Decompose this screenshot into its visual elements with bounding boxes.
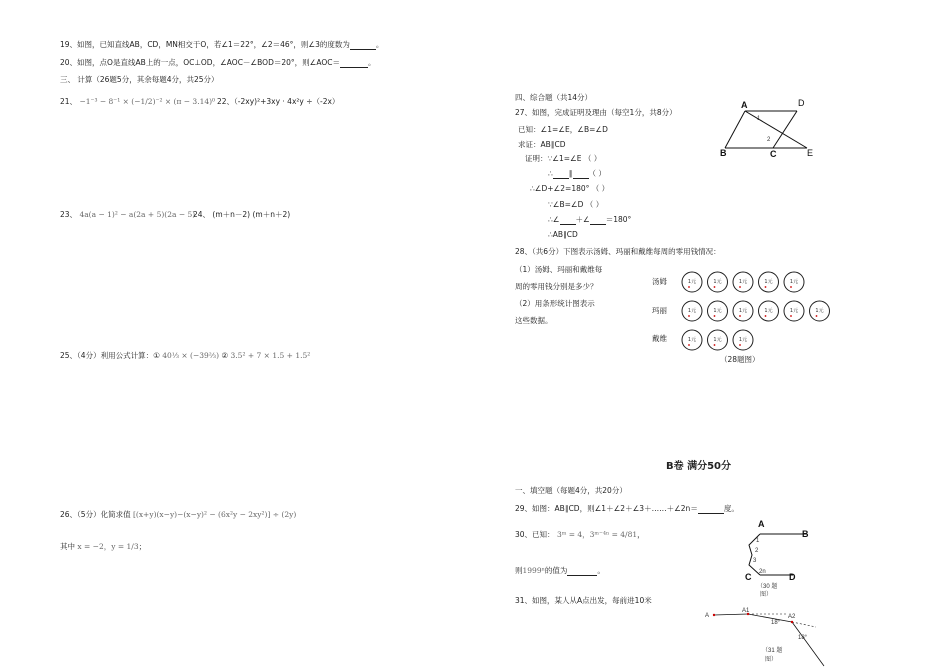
coin-dot (739, 344, 741, 346)
name-tom: 汤姆 (652, 277, 667, 286)
extension-line-2 (792, 622, 816, 627)
figure-30-caption-2: 图） (760, 592, 773, 598)
figure-27 (715, 96, 825, 158)
figure-30 (735, 518, 825, 598)
question-31: 31、如图，某人从A点出发，每前进10米 (515, 596, 652, 605)
coin-label: 1元 (815, 308, 824, 314)
question-29 (515, 504, 739, 514)
coin-label: 1元 (789, 279, 799, 285)
question-23-expression: 4a(a − 1)² − a(2a + 5)(2a − 5) (79, 210, 196, 219)
angle-1-label: 1 (756, 538, 760, 544)
angle-2n-label: 2n (759, 569, 766, 575)
answer-blank[interactable] (560, 216, 576, 225)
question-23-num: 23、 (60, 210, 78, 219)
given: 已知：∠1=∠E，∠B=∠D (518, 125, 608, 134)
point-A (713, 614, 715, 616)
answer-blank[interactable] (698, 505, 724, 514)
point-A1-label: A1 (742, 608, 750, 614)
question-27: 27、如图，完成证明及理由（每空1分，共8分） (515, 108, 677, 117)
question-28-part-2a: （2）用条形统计图表示 (515, 299, 595, 308)
angle-3-label: 3 (753, 558, 757, 564)
section-4-heading: 四、综合题（共14分） (515, 93, 593, 102)
question-22: 22、（-2xy)²+3xy · 4x²y ÷（-2x） (217, 97, 340, 106)
name-mary: 玛丽 (652, 306, 667, 315)
question-19 (60, 40, 383, 50)
point-B-label: B (802, 529, 809, 539)
to-prove: 求证：AB∥CD (518, 140, 566, 149)
answer-blank[interactable] (573, 170, 589, 179)
angle-18-label-1: 18° (771, 620, 781, 626)
then-label: 则 (515, 566, 523, 575)
line-AB (725, 111, 745, 148)
answer-blank[interactable] (590, 216, 606, 225)
coin-dot (790, 286, 792, 288)
path-segment-1 (714, 614, 748, 615)
coin-1-yuan (708, 330, 728, 350)
proof-line-6: ∴AB∥CD (548, 230, 578, 239)
proof-line-5 (548, 215, 631, 225)
coin-label: 1元 (738, 337, 748, 343)
point-A-label: A (758, 519, 765, 529)
coin-1-yuan (733, 272, 753, 292)
question-28-part-1a: （1）汤姆、玛丽和戴维每 (515, 265, 603, 274)
figure-30-caption-1: （30 题 (757, 584, 778, 590)
variable-values: x = −2，y = 1/3 (77, 542, 139, 551)
question-21 (60, 97, 215, 107)
coin-dot (790, 315, 792, 317)
question-30 (515, 530, 645, 540)
coin-label: 1元 (764, 308, 773, 314)
question-25-expression-1: 40⅓ × (−39⅔) (162, 351, 220, 360)
proof-line-1: 证明：∵∠1=∠E （ ） (525, 154, 602, 163)
coin-label: 1元 (789, 308, 799, 314)
question-26-values (60, 542, 146, 552)
line-AE (745, 111, 807, 148)
answer-blank[interactable] (567, 567, 597, 576)
point-D-label: D (798, 98, 805, 108)
section-b-fill-heading: 一、填空题（每题4分，共20分） (515, 486, 627, 495)
coin-label: 1元 (738, 308, 748, 314)
figure-31-caption-1: （31 题 (762, 648, 783, 654)
coin-1-yuan (784, 301, 804, 321)
coin-label: 1元 (687, 337, 697, 343)
proof-line-3: ∴∠D+∠2=180° （ ） (530, 184, 610, 193)
parallel-sign: ∥ (568, 169, 573, 178)
figure-28-coins (680, 270, 840, 358)
proof-line-2 (548, 169, 606, 179)
angle-1-label: 1 (757, 116, 761, 122)
coin-1-yuan (759, 272, 779, 292)
coin-label: 1元 (738, 279, 748, 285)
coin-dot (714, 286, 716, 288)
question-25-mark-2: ② (221, 351, 229, 360)
question-30-text: 30、已知： (515, 530, 555, 539)
coin-label: 1元 (687, 279, 697, 285)
coin-dot (688, 315, 690, 317)
coin-dot (816, 315, 818, 317)
question-28-part-2b: 这些数据。 (515, 316, 553, 325)
question-30-ask (515, 566, 605, 576)
point-E-label: E (807, 148, 814, 158)
punct: 。 (375, 40, 384, 49)
coin-label: 1元 (713, 337, 722, 343)
question-28: 28、（共6分）下图表示汤姆、玛丽和戴维每周的零用钱情况： (515, 247, 721, 256)
point-C-label: C (770, 149, 777, 159)
question-21-expression: −1⁻³ − 8⁻¹ × (−1/2)⁻² × (π − 3.14)⁰ (79, 97, 216, 106)
coin-1-yuan (682, 301, 702, 321)
coin-dot (714, 315, 716, 317)
punct: ； (138, 542, 147, 551)
year-power: 1999ⁿ (522, 566, 545, 575)
question-25-expression-2: 3.5² + 7 × 1.5 + 1.5² (230, 351, 311, 360)
coin-1-yuan (682, 272, 702, 292)
coin-dot (688, 344, 690, 346)
point-A-label: A (705, 613, 710, 619)
coin-dot (739, 286, 741, 288)
punct: 。 (368, 58, 376, 67)
coin-label: 1元 (713, 308, 722, 314)
question-19-text: 19、如图，已知直线AB，CD，MN相交于O，若∠1＝22°，∠2＝46°，则∠3的度数为 (60, 40, 350, 49)
coin-1-yuan (708, 272, 728, 292)
coin-1-yuan (733, 330, 753, 350)
point-A-label: A (741, 100, 748, 110)
coin-1-yuan (810, 301, 830, 321)
point-A2-label: A2 (788, 614, 796, 620)
section-b-title: B卷 满分50分 (666, 461, 732, 472)
question-29-end: 度。 (723, 504, 739, 513)
coin-dot (739, 315, 741, 317)
punct: ， (637, 530, 645, 539)
angle-2-label: 2 (767, 137, 771, 143)
name-david: 戴维 (652, 334, 667, 343)
question-21-num: 21、 (60, 97, 78, 106)
coin-label: 1元 (687, 308, 697, 314)
therefore: ∴ (548, 169, 553, 178)
answer-blank[interactable] (340, 59, 368, 68)
figure-28-caption: （28题图） (720, 355, 760, 364)
point-D-label: D (789, 572, 796, 582)
question-26-expression: [(x+y)(x−y)−(x−y)² − (6x²y − 2xy²)] ÷ (2y) (132, 510, 297, 519)
question-26-text: 26、（5分）化简求值 (60, 510, 131, 519)
coin-dot (765, 315, 767, 317)
section-3-heading: 三、 计算（26题5分，其余每题4分，共25分） (60, 75, 219, 84)
answer-blank[interactable] (553, 170, 569, 179)
question-29-text: 29、如图：AB∥CD，则∠1＋∠2＋∠3＋……＋∠2n＝ (515, 504, 698, 513)
point-A2 (791, 621, 793, 623)
coin-dot (765, 286, 767, 288)
coin-1-yuan (784, 272, 804, 292)
plus-angle: ＋∠ (575, 215, 590, 224)
coin-label: 1元 (713, 279, 722, 285)
question-25-text: 25、（4分）利用公式计算：① (60, 351, 160, 360)
reason: （ ） (588, 169, 606, 178)
coin-dot (714, 344, 716, 346)
figure-31-caption-2: 图） (765, 657, 778, 663)
path-segment-2 (748, 614, 792, 622)
sum-180: ＝180° (605, 215, 632, 224)
figure-31 (700, 604, 830, 672)
question-28-part-1b: 周的零用钱分别是多少？ (515, 282, 598, 291)
question-25 (60, 351, 310, 361)
point-C-label: C (745, 572, 752, 582)
value-label: 的值为 (544, 566, 568, 575)
coin-label: 1元 (764, 279, 773, 285)
question-20-text: 20、如图，点O是直线AB上的一点，OC⊥OD，∠AOC－∠BOD＝20°，则∠AOC＝ (60, 58, 341, 67)
point-B-label: B (720, 148, 727, 158)
question-24: 24、 (m＋n－2) (m＋n＋2) (193, 210, 291, 219)
punct: 。 (597, 566, 605, 575)
question-26 (60, 510, 296, 520)
coin-1-yuan (733, 301, 753, 321)
coin-1-yuan (682, 330, 702, 350)
angle-2-label: 2 (755, 548, 759, 554)
question-20 (60, 58, 376, 68)
therefore-angle: ∴∠ (548, 215, 560, 224)
question-23 (60, 210, 195, 220)
coin-dot (688, 286, 690, 288)
coin-1-yuan (759, 301, 779, 321)
angle-18-label-2: 18° (798, 635, 808, 641)
proof-line-4: ∵∠B=∠D （ ） (548, 200, 604, 209)
path-segment-3 (792, 622, 824, 666)
answer-blank[interactable] (350, 41, 376, 50)
question-30-expression: 3ᵐ = 4，3ᵐ⁻⁴ⁿ = 4/81 (556, 530, 638, 539)
coin-1-yuan (708, 301, 728, 321)
where-label: 其中 (60, 542, 75, 551)
